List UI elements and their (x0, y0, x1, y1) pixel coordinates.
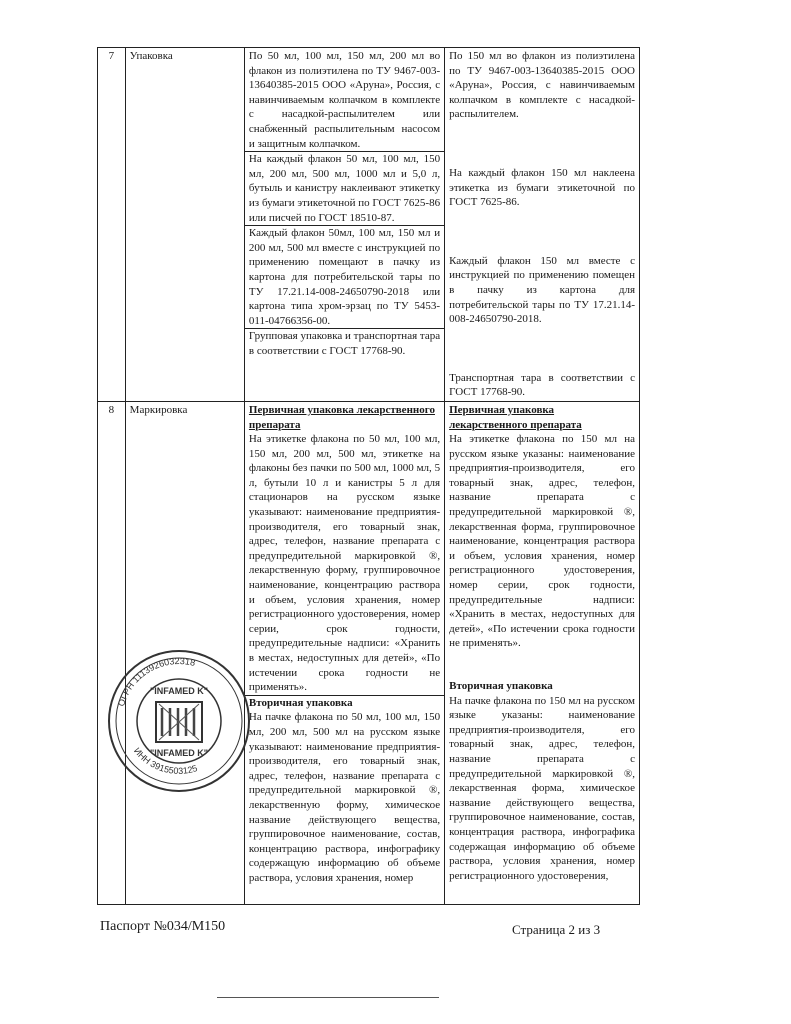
row-name: Маркировка (125, 401, 244, 904)
company-seal-stamp (104, 636, 254, 806)
paragraph: На этикетке флакона по 50 мл, 100 мл, 150 мл, 200 мл, 500 мл, этикетке на флаконы без пачки по 500 мл, 1000 мл, 5 л, бутыли 10 л и канистры 5 л для стационаров на русском языке указывают: наименование предприятия-производителя, его товарный знак, адрес, телефон, название препарата с предупредительной маркировкой ®, лекарственную форму, группировочное наименование, концентрацию раствора и объем, условия хранения, номер регистрационного удостоверения, номер серии, срок годности, предупредительные надписи: «Хранить в местах, недоступных для детей», «По истечении срока годности не применять». (248, 433, 441, 694)
paragraph: На пачке флакона по 50 мл, 100 мл, 150 мл, 200 мл, 500 мл на русском языке указывают: наименование предприятия-производителя, его товарный знак, адрес, телефон, название препарата с предупредительной маркировкой ®, лекарственную форму, химическое название действующего вещества, группировочное наименование, состав, концентрацию раствора, инфографику содержащую информацию об объеме раствора, условия хранения, номер (248, 711, 441, 884)
paragraph: На пачке флакона по 150 мл на русском языке указаны: наименование предприятия-производителя, его товарный знак, адрес, телефон, название препарата с предупредительной маркировкой ®, лекарственная форма, химическое название действующего вещества, группировочное наименование, состав, концентрация раствора, инфографика содержащая информацию об объеме раствора, условия хранения, номер регистрационного удостоверения, (449, 694, 635, 882)
section-heading: Первичная упаковка лекарственного препарата (449, 403, 582, 431)
svg-text:ИНН 3915503125: ИНН 3915503125 (132, 745, 199, 776)
row-number: 7 (98, 48, 126, 402)
svg-text:ОГРН 1113926032318: ОГРН 1113926032318 (116, 655, 197, 708)
paragraph: На каждый флакон 150 мл наклеена этикетка из бумаги этикеточной по ГОСТ 7625-86. (449, 166, 635, 209)
section-heading: Первичная упаковка лекарственного препарата (248, 403, 435, 431)
paragraph: На каждый флакон 50 мл, 100 мл, 150 мл, 200 мл, 500 мл, 1000 мл и 5,0 л, бутыль и канистру наклеивают этикетку из бумаги этикеточной по ГОСТ 7625-86 или писчей по ГОСТ 18510-87. (248, 153, 441, 224)
section-heading: Вторичная упаковка (449, 680, 553, 692)
row-number: 8 (98, 401, 126, 904)
page-counter: Страница 2 из 3 (512, 922, 601, 937)
paragraph: Групповая упаковка и транспортная тара в соответствии с ГОСТ 17768-90. (248, 330, 441, 357)
column-original (244, 401, 444, 904)
section-heading: Вторичная упаковка (248, 696, 353, 709)
svg-text:"INFAMED K": "INFAMED K" (149, 748, 209, 758)
table-row (98, 48, 640, 402)
column-changed (445, 401, 640, 904)
column-changed (445, 48, 640, 402)
paragraph: Транспортная тара в соответствии с ГОСТ 17768-90. (449, 371, 635, 399)
row-name: Упаковка (125, 48, 244, 402)
paragraph: На этикетке флакона по 150 мл на русском языке указаны: наименование предприятия-производителя, его товарный знак, адрес, телефон, название препарата с предупредительной маркировкой ®, лекарственная форма, группировочное наименование, концентрация раствора и объем, условия хранения, номер регистрационного удостоверения, номер серии, срок годности, предупредительные надписи: «Хранить в местах, недоступных для детей», «По истечении срока годности не применять». (449, 433, 635, 650)
paragraph: По 50 мл, 100 мл, 150 мл, 200 мл во флакон из полиэтилена по ТУ 9467-003-13640385-2015 ООО «Аруна», Россия, с навинчиваемым колпачком в комплекте с насадкой-распылителем или снабженный распылительным насосом и защитным колпачком. (248, 50, 441, 150)
paragraph: По 150 мл во флакон из полиэтилена по ТУ 9467-003-13640385-2015 ООО «Аруна», Россия, с навинчиваемым колпачком в комплекте с насадкой-распылителем. (449, 50, 635, 121)
paragraph: Каждый флакон 50мл, 100 мл, 150 мл и 200 мл, 500 мл вместе с инструкцией по применению помещают в пачку из картона для потребительской тары по ТУ 17.21.14-008-24650790-2018 или картона типа хром-эрзац по ТУ 5453-011-04766356-00. (248, 227, 441, 327)
divider (217, 997, 439, 998)
column-original (244, 48, 444, 402)
passport-number: Паспорт №034/М150 (100, 919, 226, 934)
paragraph: Каждый флакон 150 мл вместе с инструкцией по применению помещен в пачку из картона для потребительской тары по ТУ 17.21.14-008-24650790-2018. (449, 254, 635, 326)
svg-text:"INFAMED K": "INFAMED K" (149, 686, 209, 696)
